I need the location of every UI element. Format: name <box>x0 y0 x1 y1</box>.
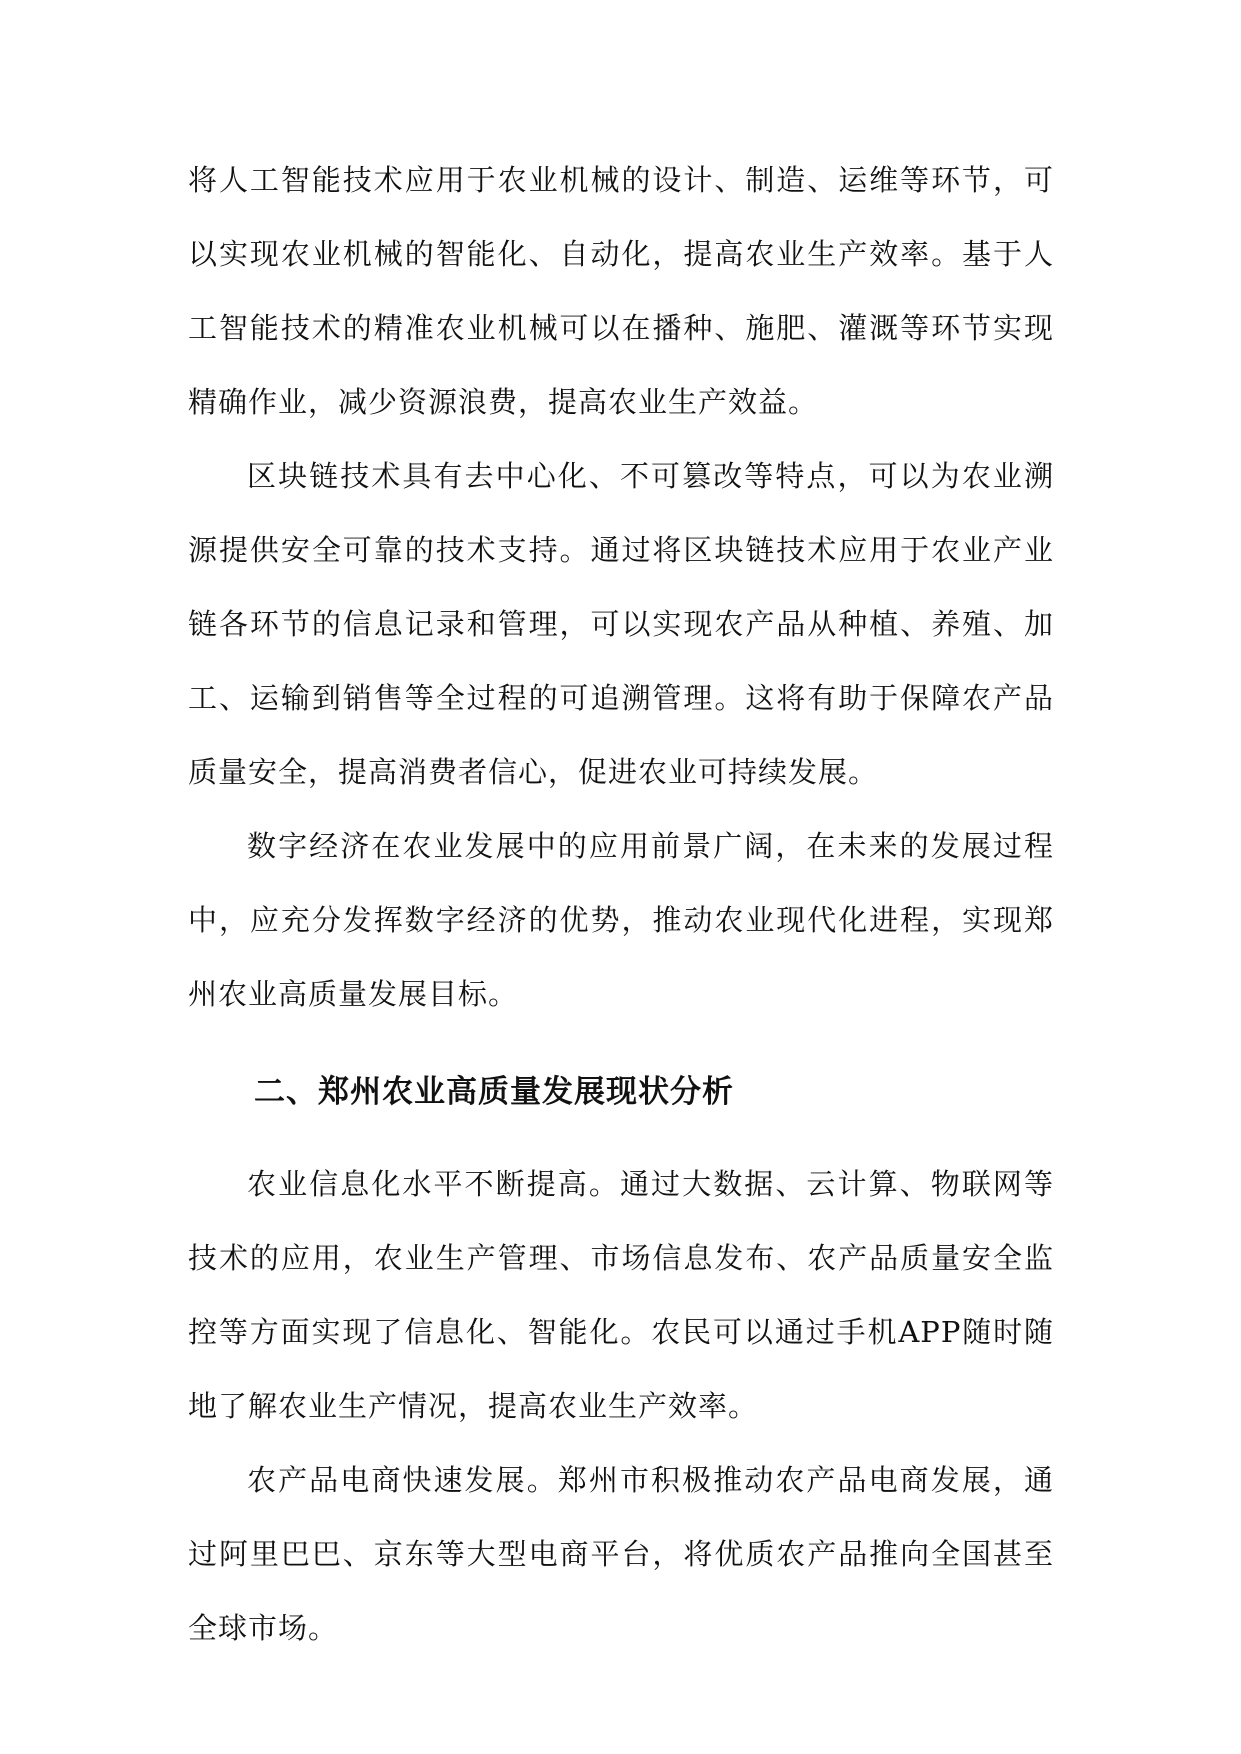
document-body <box>188 143 1054 1665</box>
paragraph-informatization-level: 农业信息化水平不断提高。通过大数据、云计算、物联网等技术的应用，农业生产管理、市场信息发布、农产品质量安全监控等方面实现了信息化、智能化。农民可以通过手机APP随时随地了解农业生产情况，提高农业生产效率。 <box>188 1167 1054 1423</box>
paragraph-digital-economy-outlook: 数字经济在农业发展中的应用前景广阔，在未来的发展过程中，应充分发挥数字经济的优势，推动农业现代化进程，实现郑州农业高质量发展目标。 <box>188 829 1054 1011</box>
section-heading: 二、郑州农业高质量发展现状分析 <box>254 1074 734 1110</box>
paragraph-ai-agricultural-machinery: 将人工智能技术应用于农业机械的设计、制造、运维等环节，可以实现农业机械的智能化、自动化，提高农业生产效率。基于人工智能技术的精准农业机械可以在播种、施肥、灌溉等环节实现精确作业，减少资源浪费，提高农业生产效益。 <box>188 163 1054 419</box>
paragraph-blockchain-traceability: 区块链技术具有去中心化、不可篡改等特点，可以为农业溯源提供安全可靠的技术支持。通过将区块链技术应用于农业产业链各环节的信息记录和管理，可以实现农产品从种植、养殖、加工、运输到销售等全过程的可追溯管理。这将有助于保障农产品质量安全，提高消费者信心，促进农业可持续发展。 <box>188 459 1054 789</box>
paragraph-ecommerce-development: 农产品电商快速发展。郑州市积极推动农产品电商发展，通过阿里巴巴、京东等大型电商平台，将优质农产品推向全国甚至全球市场。 <box>188 1463 1054 1645</box>
